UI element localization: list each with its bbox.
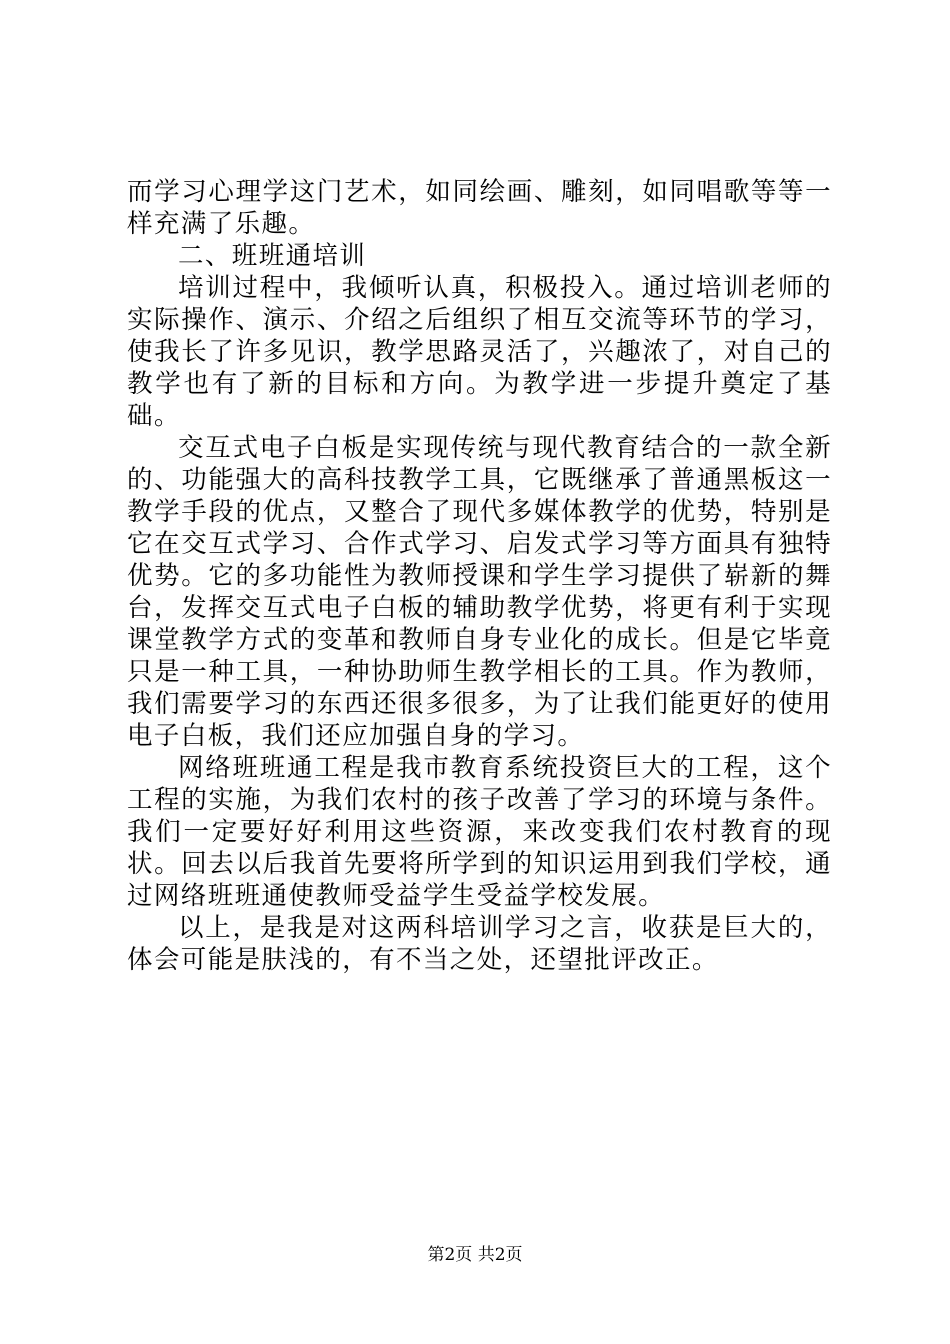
paragraph-whiteboard: 交互式电子白板是实现传统与现代教育结合的一款全新的、功能强大的高科技教学工具，它既继承了普通黑板这一教学手段的优点，又整合了现代多媒体教学的优势，特别是它在交互式学习、合作式学习、启发式学习等方面具有独特优势。它的多功能性为教师授课和学生学习提供了崭新的舞台，发挥交互式电子白板的辅助教学优势，将更有利于实现课堂教学方式的变革和教师自身专业化的成长。但是它毕竟只是一种工具，一种协助师生教学相长的工具。作为教师，我们需要学习的东西还很多很多，为了让我们能更好的使用电子白板，我们还应加强自身的学习。 bbox=[127, 433, 832, 751]
page-number: 第2页 共2页 bbox=[427, 1245, 523, 1265]
paragraph-continuation: 而学习心理学这门艺术，如同绘画、雕刻，如同唱歌等等一样充满了乐趣。 bbox=[127, 177, 832, 239]
paragraph-conclusion: 以上，是我是对这两科培训学习之言，收获是巨大的，体会可能是肤浅的，有不当之处，还望批评改正。 bbox=[127, 913, 832, 975]
document-body bbox=[127, 176, 832, 976]
page-footer bbox=[0, 1243, 950, 1267]
paragraph-network-project: 网络班班通工程是我市教育系统投资巨大的工程，这个工程的实施，为我们农村的孩子改善了学习的环境与条件。我们一定要好好利用这些资源，来改变我们农村教育的现状。回去以后我首先要将所学到的知识运用到我们学校，通过网络班班通使教师受益学生受益学校发展。 bbox=[127, 753, 832, 911]
section-heading: 二、班班通培训 bbox=[178, 241, 367, 271]
paragraph-training-process: 培训过程中，我倾听认真，积极投入。通过培训老师的实际操作、演示、介绍之后组织了相互交流等环节的学习，使我长了许多见识，教学思路灵活了，兴趣浓了，对自己的教学也有了新的目标和方向。为教学进一步提升奠定了基础。 bbox=[127, 273, 832, 431]
